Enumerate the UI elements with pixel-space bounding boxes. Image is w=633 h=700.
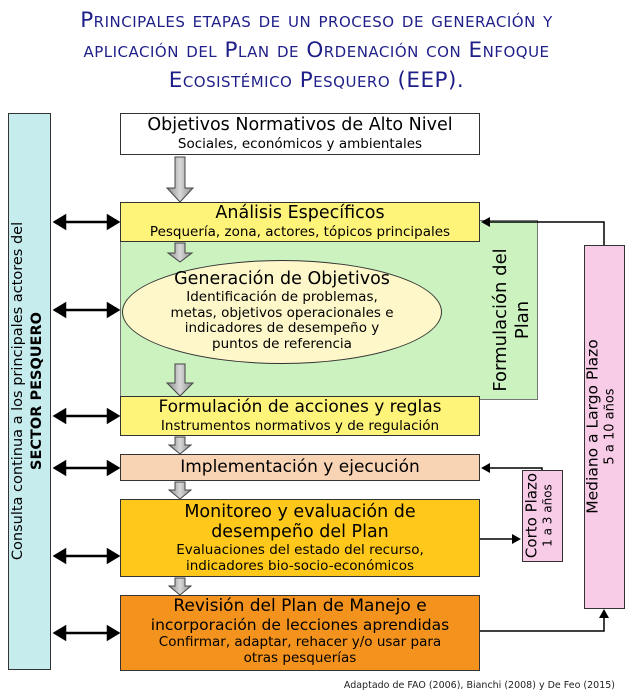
arrowhead-to-analisis (481, 217, 490, 227)
monitoreo-sub-1: Evaluaciones del estado del recurso, (176, 542, 424, 558)
monitoreo-title-1: Monitoreo y evaluación de (184, 502, 416, 522)
revision-sub-2: otras pesquerías (243, 650, 357, 666)
flow-arrow-1 (167, 157, 193, 202)
generacion-sub-2: metas, objetivos operacionales e (170, 304, 394, 321)
revision-title-2: incorporación de lecciones aprendidas (150, 616, 450, 634)
revision-title-1: Revisión del Plan de Manejo e (173, 596, 427, 616)
double-arrow-generacion (55, 304, 118, 316)
consulta-line-2: SECTOR PESQUERO (29, 312, 45, 470)
formulacion-plan-line-1: Formulación del (490, 248, 511, 392)
flow-arrow-3 (167, 364, 193, 396)
monitoreo-title-2: desempeño del Plan (211, 522, 389, 542)
monitoreo-sub-2: indicadores bio-socio-económicos (185, 558, 414, 574)
implementacion-title: Implementación y ejecución (180, 457, 420, 477)
title-line-1: Principales etapas de un proceso de generación y (80, 8, 553, 33)
flow-arrow-6 (169, 578, 191, 595)
formulacion-acciones-sub: Instrumentos normativos y de regulación (160, 418, 440, 434)
generacion-sub-4: puntos de referencia (212, 335, 352, 352)
arrowhead-to-mediano (599, 609, 609, 618)
objetivos-sub: Sociales, económicos y ambientales (177, 136, 423, 152)
mediano-plazo-line-1: Mediano a Largo Plazo (583, 339, 602, 514)
mediano-plazo-loop (480, 222, 604, 631)
arrowhead-to-implementacion (481, 463, 490, 473)
flow-arrow-5 (169, 482, 191, 499)
double-arrow-monitoreo (55, 550, 118, 562)
generacion-sub-3: indicadores de desempeño y (184, 320, 380, 336)
mediano-plazo-line-2: 5 a 10 años (602, 388, 618, 465)
consulta-line-1: Consulta continua a los principales actores del (10, 221, 26, 561)
corto-plazo-loop (480, 468, 542, 539)
double-arrow-analisis (55, 216, 118, 228)
flow-arrow-2 (168, 243, 192, 262)
flow-arrow-4 (169, 437, 191, 454)
formulacion-acciones-title: Formulación de acciones y reglas (158, 397, 442, 417)
analisis-sub: Pesquería, zona, actores, tópicos principales (149, 224, 451, 240)
arrowhead-to-corto (512, 534, 521, 544)
formulacion-plan-line-2: Plan (512, 300, 533, 340)
generacion-title: Generación de Objetivos (174, 269, 390, 289)
objetivos-title: Objetivos Normativos de Alto Nivel (147, 115, 453, 135)
source-caption: Adaptado de FAO (2006), Bianchi (2008) y De Feo (2015) (343, 680, 615, 691)
corto-plazo-line-2: 1 a 3 años (540, 484, 555, 547)
double-arrow-revision (55, 627, 118, 639)
analisis-title: Análisis Específicos (215, 203, 385, 223)
title-line-3: Ecosistémico Pesquero (EEP). (168, 68, 465, 93)
generacion-sub-1: Identificación de problemas, (186, 289, 378, 305)
double-arrow-implementacion (55, 462, 118, 474)
corto-plazo-line-1: Corto Plazo (522, 472, 541, 559)
title-line-2: aplicación del Plan de Ordenación con Enfoque (83, 38, 550, 63)
revision-sub-1: Confirmar, adaptar, rehacer y/o usar para (158, 634, 442, 650)
double-arrow-formulacion (55, 410, 118, 422)
